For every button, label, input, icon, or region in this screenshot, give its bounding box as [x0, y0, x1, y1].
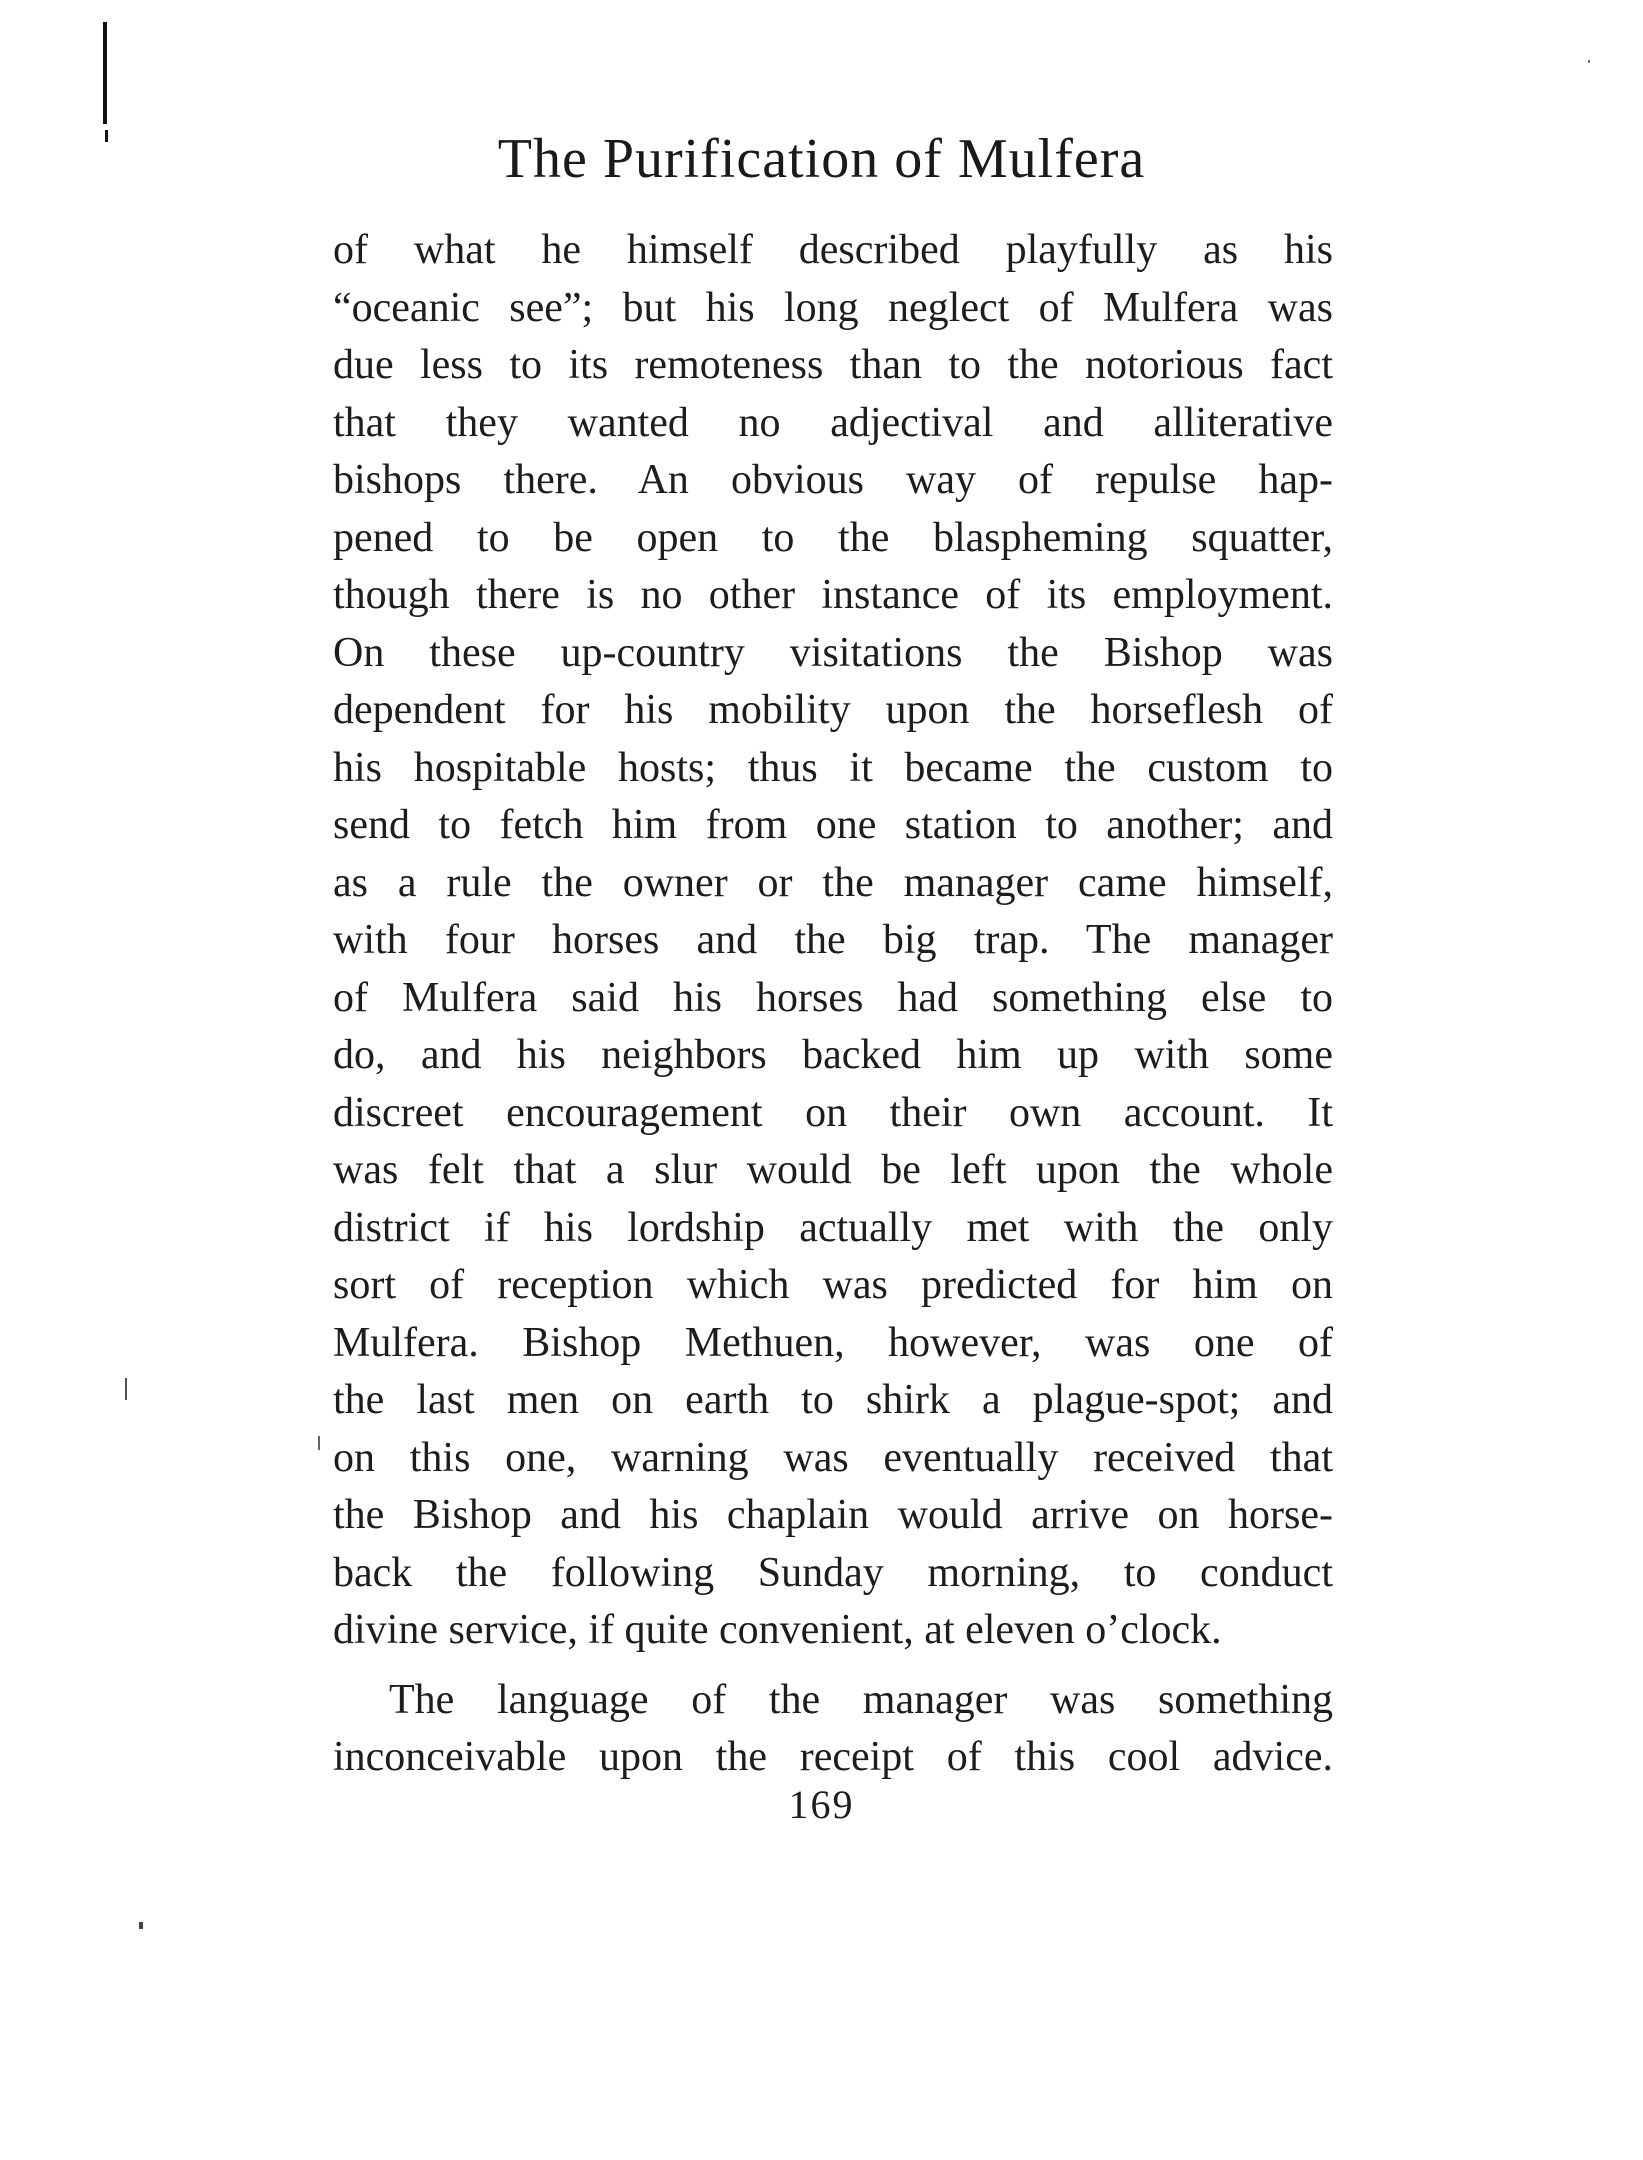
text-line: “oceanic see”; but his long neglect of Mulfera was: [333, 284, 1333, 331]
text-line: back the following Sunday morning, to conduct: [333, 1549, 1333, 1596]
scan-speck: [1588, 60, 1590, 63]
paragraph: [333, 1672, 1333, 1787]
text-line: the last men on earth to shirk a plague-spot; and: [333, 1377, 1333, 1423]
text-line: though there is no other instance of its employment.: [333, 572, 1333, 618]
text-line: do, and his neighbors backed him up with some: [333, 1032, 1333, 1078]
text-line: as a rule the owner or the manager came himself,: [333, 859, 1333, 906]
scan-margin-mark: [103, 22, 107, 124]
scan-speck: [318, 1436, 320, 1450]
text-line: on this one, warning was eventually received that: [333, 1434, 1333, 1481]
scan-speck: [139, 1922, 143, 1929]
text-line: his hospitable hosts; thus it became the custom to: [333, 744, 1333, 791]
scan-speck: [125, 1378, 127, 1400]
text-line: inconceivable upon the receipt of this cool advice.: [333, 1734, 1333, 1780]
text-line: that they wanted no adjectival and alliterative: [333, 399, 1333, 446]
text-line: dependent for his mobility upon the horseflesh of: [333, 687, 1333, 733]
text-line: bishops there. An obvious way of repulse hap-: [333, 457, 1333, 503]
text-line: The language of the manager was something: [389, 1676, 1333, 1723]
text-line: On these up-country visitations the Bishop was: [333, 629, 1333, 676]
text-line: with four horses and the big trap. The manager: [333, 917, 1333, 963]
text-line: sort of reception which was predicted for him on: [333, 1262, 1333, 1308]
running-title: The Purification of Mulfera: [497, 128, 1146, 190]
page-number: 169: [788, 1782, 855, 1827]
paragraph: [333, 222, 1333, 1660]
text-line: was felt that a slur would be left upon the whole: [333, 1147, 1333, 1193]
text-line: district if his lordship actually met with the only: [333, 1204, 1333, 1251]
text-line: of Mulfera said his horses had something else to: [333, 974, 1333, 1021]
text-line: send to fetch him from one station to another; and: [333, 802, 1333, 848]
text-line: Mulfera. Bishop Methuen, however, was one of: [333, 1319, 1333, 1366]
text-line: pened to be open to the blaspheming squatter,: [333, 514, 1333, 561]
text-line: discreet encouragement on their own account. It: [333, 1089, 1333, 1136]
text-line: due less to its remoteness than to the notorious fact: [333, 342, 1333, 388]
text-line: the Bishop and his chaplain would arrive on horse-: [333, 1492, 1333, 1538]
text-line: of what he himself described playfully as his: [333, 227, 1333, 273]
text-line: divine service, if quite convenient, at eleven o’clock.: [333, 1607, 1222, 1653]
body-text: [333, 222, 1333, 1787]
paragraph-gap: [333, 1660, 1333, 1672]
